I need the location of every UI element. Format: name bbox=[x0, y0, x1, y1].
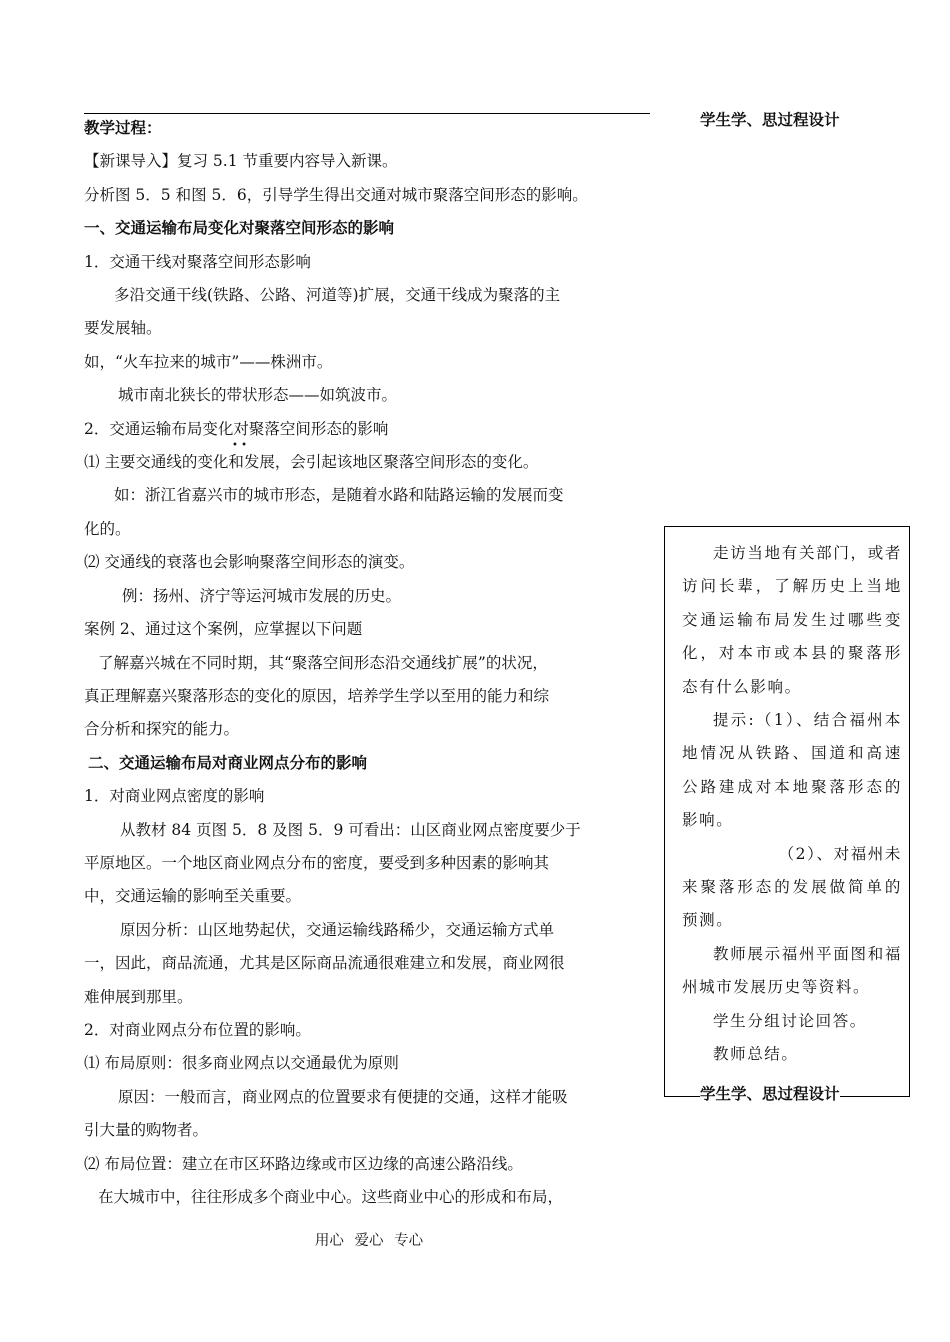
analysis-line: 分析图 5．5 和图 5．6，引导学生得出交通对城市聚落空间形态的影响。 bbox=[84, 185, 588, 204]
sidebar-heading-top: 学生学、思过程设计 bbox=[700, 111, 840, 129]
section-title: 教学过程： bbox=[84, 119, 162, 137]
paragraph-line: ⑵ 布局位置：建立在市区环路边缘或市区边缘的高速公路沿线。 bbox=[84, 1154, 523, 1173]
subheading: 2．对商业网点分布位置的影响。 bbox=[84, 1020, 311, 1039]
paragraph-line: 平原地区。一个地区商业网点分布的密度，要受到多种因素的影响其 bbox=[84, 853, 550, 872]
paragraph-line: 了解嘉兴城在不同时期，其“聚落空间形态沿交通线扩展”的状况， bbox=[98, 653, 548, 672]
paragraph-line: 例：扬州、济宁等运河城市发展的历史。 bbox=[122, 586, 402, 605]
paragraph-line: ⑴ 布局原则：很多商业网点以交通最优为原则 bbox=[84, 1054, 399, 1073]
paragraph-line: 如：浙江省嘉兴市的城市形态，是随着水路和陆路运输的发展而变 bbox=[114, 486, 564, 505]
sidebar-heading-bottom: 学生学、思过程设计 bbox=[700, 1085, 840, 1103]
box-paragraph: 教师总结。 bbox=[713, 1045, 799, 1064]
paragraph-line: ⑵ 交通线的衰落也会影响聚落空间形态的演变。 bbox=[84, 553, 415, 572]
box-paragraph: 来聚落形态的发展做简单的预测。 bbox=[682, 878, 902, 930]
main-column bbox=[84, 112, 664, 1214]
paragraph-line: 真正理解嘉兴聚落形态的变化的原因，培养学生学以至用的能力和综 bbox=[84, 686, 550, 705]
box-paragraph: 提示:（1）、结合福州本地情况从铁路、国道和高速公路建成对本地聚落形态的影响。 bbox=[682, 711, 902, 830]
paragraph-line: 一，因此，商品流通，尤其是区际商品流通很难建立和发展，商业网很 bbox=[84, 954, 565, 973]
emphasis-dot: • • bbox=[232, 440, 247, 451]
sidebar-box bbox=[664, 526, 910, 1097]
paragraph-line: 要发展轴。 bbox=[84, 319, 162, 338]
box-paragraph: 教师展示福州平面图和福州城市发展历史等资料。 bbox=[682, 944, 902, 997]
paragraph-line: 城市南北狭长的带状形态——如筑波市。 bbox=[118, 386, 398, 405]
intro-line: 【新课导入】复习 5.1 节重要内容导入新课。 bbox=[84, 152, 398, 171]
paragraph-line: 多沿交通干线(铁路、公路、河道等)扩展，交通干线成为聚落的主 bbox=[114, 286, 561, 305]
paragraph-line: 引大量的购物者。 bbox=[84, 1121, 209, 1140]
paragraph-line: 合分析和探究的能力。 bbox=[84, 720, 240, 739]
page-footer: 用心 爱心 专心 bbox=[314, 1233, 424, 1249]
paragraph-line: 从教材 84 页图 5．8 及图 5．9 可看出：山区商业网点密度要少于 bbox=[120, 820, 581, 839]
paragraph-line: 原因分析：山区地势起伏，交通运输线路稀少，交通运输方式单 bbox=[120, 920, 555, 939]
subheading: 2．交通运输布局变化对聚落空间形态的影响 bbox=[84, 419, 389, 438]
paragraph-line: 如，“火车拉来的城市”——株洲市。 bbox=[84, 352, 333, 371]
heading-two: 二、交通运输布局对商业网点分布的影响 bbox=[88, 753, 368, 772]
heading-one: 一、交通运输布局变化对聚落空间形态的影响 bbox=[84, 219, 395, 238]
paragraph-line: ⑴ 主要交通线的变化和发展，会引起该地区聚落空间形态的变化。 bbox=[84, 453, 539, 472]
paragraph-line: 在大城市中，往往形成多个商业中心。这些商业中心的形成和布局， bbox=[98, 1188, 564, 1206]
box-paragraph: 学生分组讨论回答。 bbox=[713, 1011, 867, 1030]
paragraph-line: 中，交通运输的影响至关重要。 bbox=[84, 887, 302, 906]
box-paragraph: 走访当地有关部门，或者访问长辈，了解历史上当地交通运输布局发生过哪些变化，对本市或本县的聚落形态有什么影响。 bbox=[682, 544, 902, 696]
box-paragraph: （2）、对福州未 bbox=[778, 844, 902, 863]
subheading: 1．交通干线对聚落空间形态影响 bbox=[84, 252, 311, 271]
subheading: 1．对商业网点密度的影响 bbox=[84, 787, 265, 806]
paragraph-line: 化的。 bbox=[84, 519, 131, 538]
paragraph-line: 难伸展到那里。 bbox=[84, 987, 193, 1006]
paragraph-line: 案例 2、通过这个案例，应掌握以下问题 bbox=[84, 620, 363, 639]
paragraph-line: 原因：一般而言，商业网点的位置要求有便捷的交通，这样才能吸 bbox=[118, 1087, 568, 1106]
